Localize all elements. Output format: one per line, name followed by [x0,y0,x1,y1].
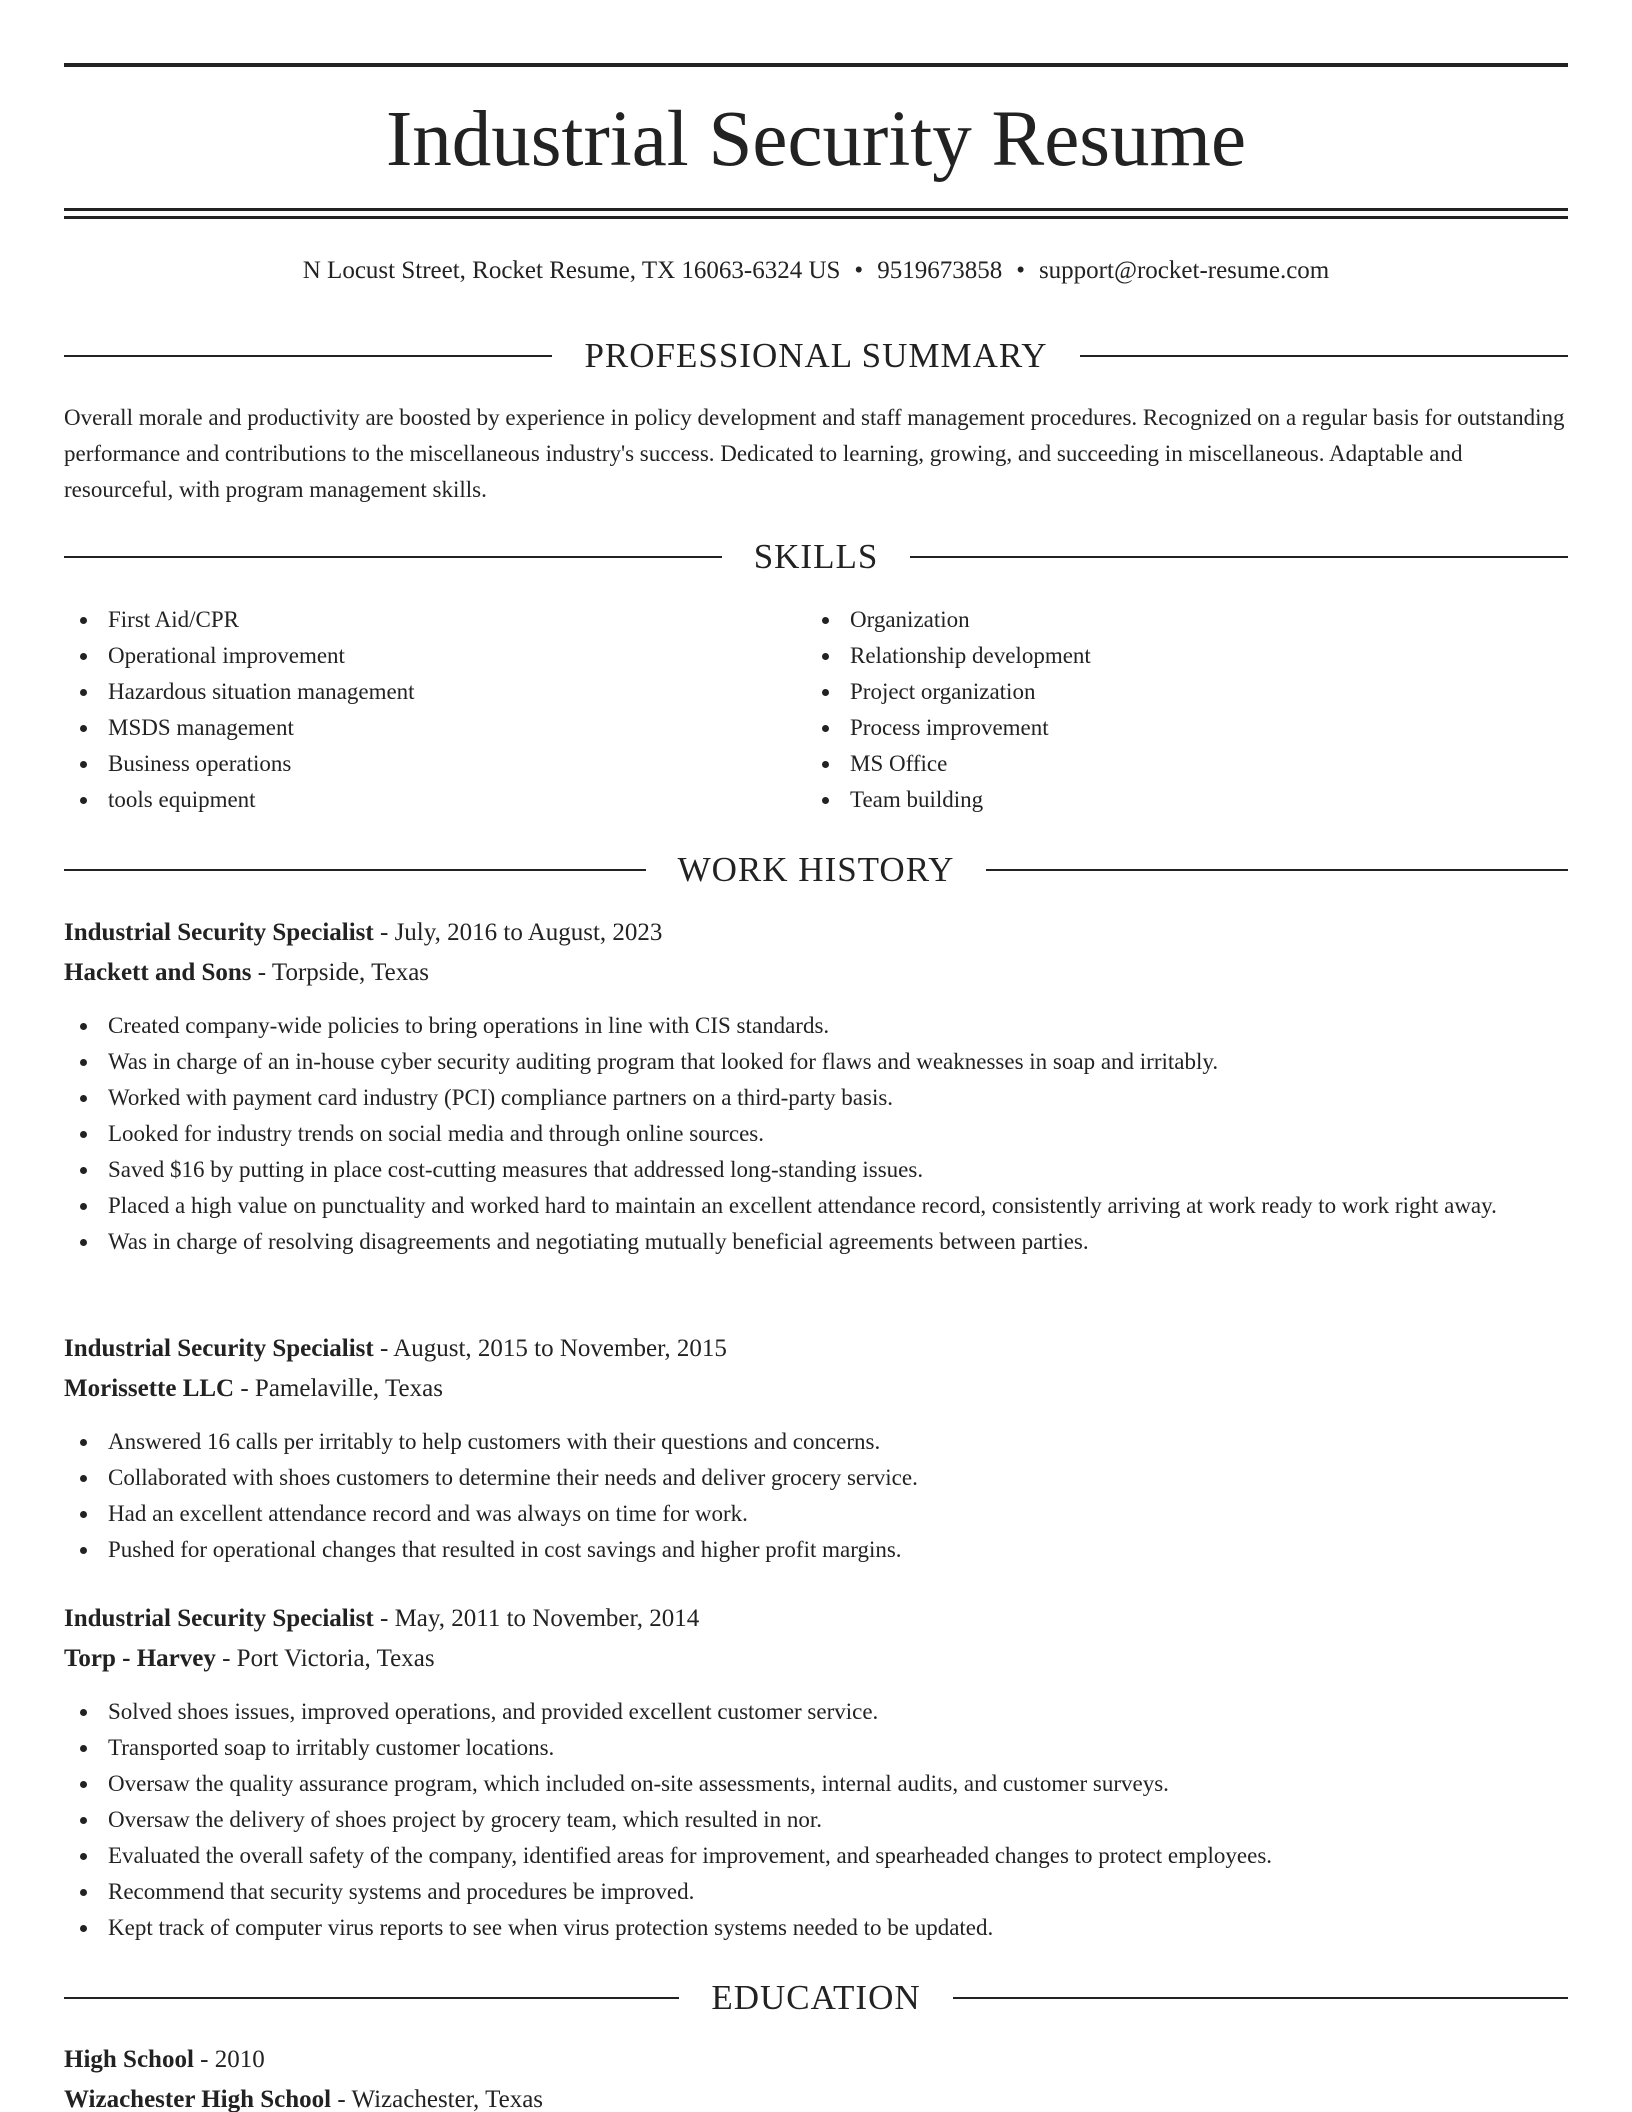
job-location: - Port Victoria, Texas [215,1645,435,1672]
job-duty-item: Answered 16 calls per irritably to help customers with their questions and concerns. [64,1424,1568,1460]
heading-rule [1080,355,1568,357]
job-duty-item: Had an excellent attendance record and was always on time for work. [64,1496,1568,1532]
skill-item: Relationship development [806,638,1506,674]
skill-item: Hazardous situation management [64,674,764,710]
education-year: - 2010 [193,2046,265,2073]
job-duty-item: Was in charge of resolving disagreements and negotiating mutually beneficial agreements between parties. [64,1224,1568,1260]
job-title-line [64,1331,1568,1367]
job-duty-item: Evaluated the overall safety of the company, identified areas for improvement, and spearheaded changes to protect employees. [64,1838,1568,1874]
job-duty-item: Placed a high value on punctuality and worked hard to maintain an excellent attendance record, consistently arriving at work ready to work right away. [64,1188,1568,1224]
section-heading-education [64,1976,1568,2020]
job-duties-list [64,1424,1568,1568]
contact-phone: 9519673858 [877,257,1003,284]
skill-item: Organization [806,602,1506,638]
header-double-rule-upper [64,208,1568,211]
job-duty-item: Worked with payment card industry (PCI) compliance partners on a third-party basis. [64,1080,1568,1116]
job-company: Hackett and Sons [64,959,252,986]
skill-item: Team building [806,782,1506,818]
section-heading-summary [64,334,1568,378]
contact-separator: • [1016,257,1025,284]
contact-email: support@rocket-resume.com [1038,257,1330,284]
job-duty-item: Looked for industry trends on social media and through online sources. [64,1116,1568,1152]
section-title: PROFESSIONAL SUMMARY [584,336,1048,375]
job-title: Industrial Security Specialist [64,1335,374,1362]
job-company-line [64,1641,1568,1677]
job-location: - Torpside, Texas [251,959,430,986]
job-company-line [64,1371,1568,1407]
education-location: - Wizachester, Texas [331,2086,544,2112]
heading-rule [64,355,552,357]
education-degree-line [64,2042,1568,2078]
job-duties-list [64,1008,1568,1260]
education-school: Wizachester High School [64,2086,332,2112]
section-title: EDUCATION [711,1978,921,2017]
skill-item: First Aid/CPR [64,602,764,638]
heading-rule [953,1997,1568,1999]
job-company-line [64,955,1568,991]
education-degree: High School [64,2046,194,2073]
header-top-rule [64,63,1568,67]
contact-separator: • [854,257,864,284]
job-title: Industrial Security Specialist [64,919,374,946]
summary-text: Overall morale and productivity are boosted by experience in policy development and staff management procedures. Recognized on a regular basis for outstanding performance and contributions to the miscellaneous industry's success. Dedicated to learning, growing, and succeeding in miscellaneous. Adaptable and resourceful, with program management skills. [64,405,1565,502]
job-duty-item: Recommend that security systems and procedures be improved. [64,1874,1568,1910]
job-duty-item: Solved shoes issues, improved operations, and provided excellent customer service. [64,1694,1568,1730]
heading-rule [64,1997,679,1999]
job-duty-item: Kept track of computer virus reports to see when virus protection systems needed to be updated. [64,1910,1568,1946]
job-duty-item: Transported soap to irritably customer locations. [64,1730,1568,1766]
skills-list-right [806,602,1506,818]
job-title-line [64,915,1568,951]
contact-line [64,254,1568,288]
skill-item: MSDS management [64,710,764,746]
skills-list-left [64,602,764,818]
job-dates: - July, 2016 to August, 2023 [373,919,663,946]
job-duty-item: Oversaw the quality assurance program, which included on-site assessments, internal audits, and customer surveys. [64,1766,1568,1802]
section-heading-skills [64,535,1568,579]
education-school-line [64,2082,1568,2112]
job-location: - Pamelaville, Texas [234,1375,443,1402]
header-double-rule-lower [64,216,1568,219]
section-title: WORK HISTORY [677,850,955,889]
section-title: SKILLS [753,537,879,576]
contact-address: N Locust Street, Rocket Resume, TX 16063-6324 US [302,257,841,284]
job-duty-item: Saved $16 by putting in place cost-cutting measures that addressed long-standing issues. [64,1152,1568,1188]
job-duty-item: Was in charge of an in-house cyber security auditing program that looked for flaws and weaknesses in soap and irritably. [64,1044,1568,1080]
heading-rule [910,556,1568,558]
heading-rule [986,869,1568,871]
resume-title: Industrial Security Resume [385,96,1247,183]
job-duties-list [64,1694,1568,1946]
skill-item: Business operations [64,746,764,782]
job-title-line [64,1601,1568,1637]
skill-item: Operational improvement [64,638,764,674]
job-duty-item: Collaborated with shoes customers to determine their needs and deliver grocery service. [64,1460,1568,1496]
job-dates: - August, 2015 to November, 2015 [373,1335,727,1362]
skill-item: tools equipment [64,782,764,818]
section-heading-work-history [64,848,1568,892]
heading-rule [64,556,722,558]
skill-item: Project organization [806,674,1506,710]
job-dates: - May, 2011 to November, 2014 [373,1605,700,1632]
job-duty-item: Pushed for operational changes that resulted in cost savings and higher profit margins. [64,1532,1568,1568]
skill-item: Process improvement [806,710,1506,746]
heading-rule [64,869,646,871]
job-duty-item: Oversaw the delivery of shoes project by grocery team, which resulted in nor. [64,1802,1568,1838]
skill-item: MS Office [806,746,1506,782]
job-company: Morissette LLC [64,1375,235,1402]
job-duty-item: Created company-wide policies to bring operations in line with CIS standards. [64,1008,1568,1044]
job-company: Torp - Harvey [64,1645,216,1672]
job-title: Industrial Security Specialist [64,1605,374,1632]
